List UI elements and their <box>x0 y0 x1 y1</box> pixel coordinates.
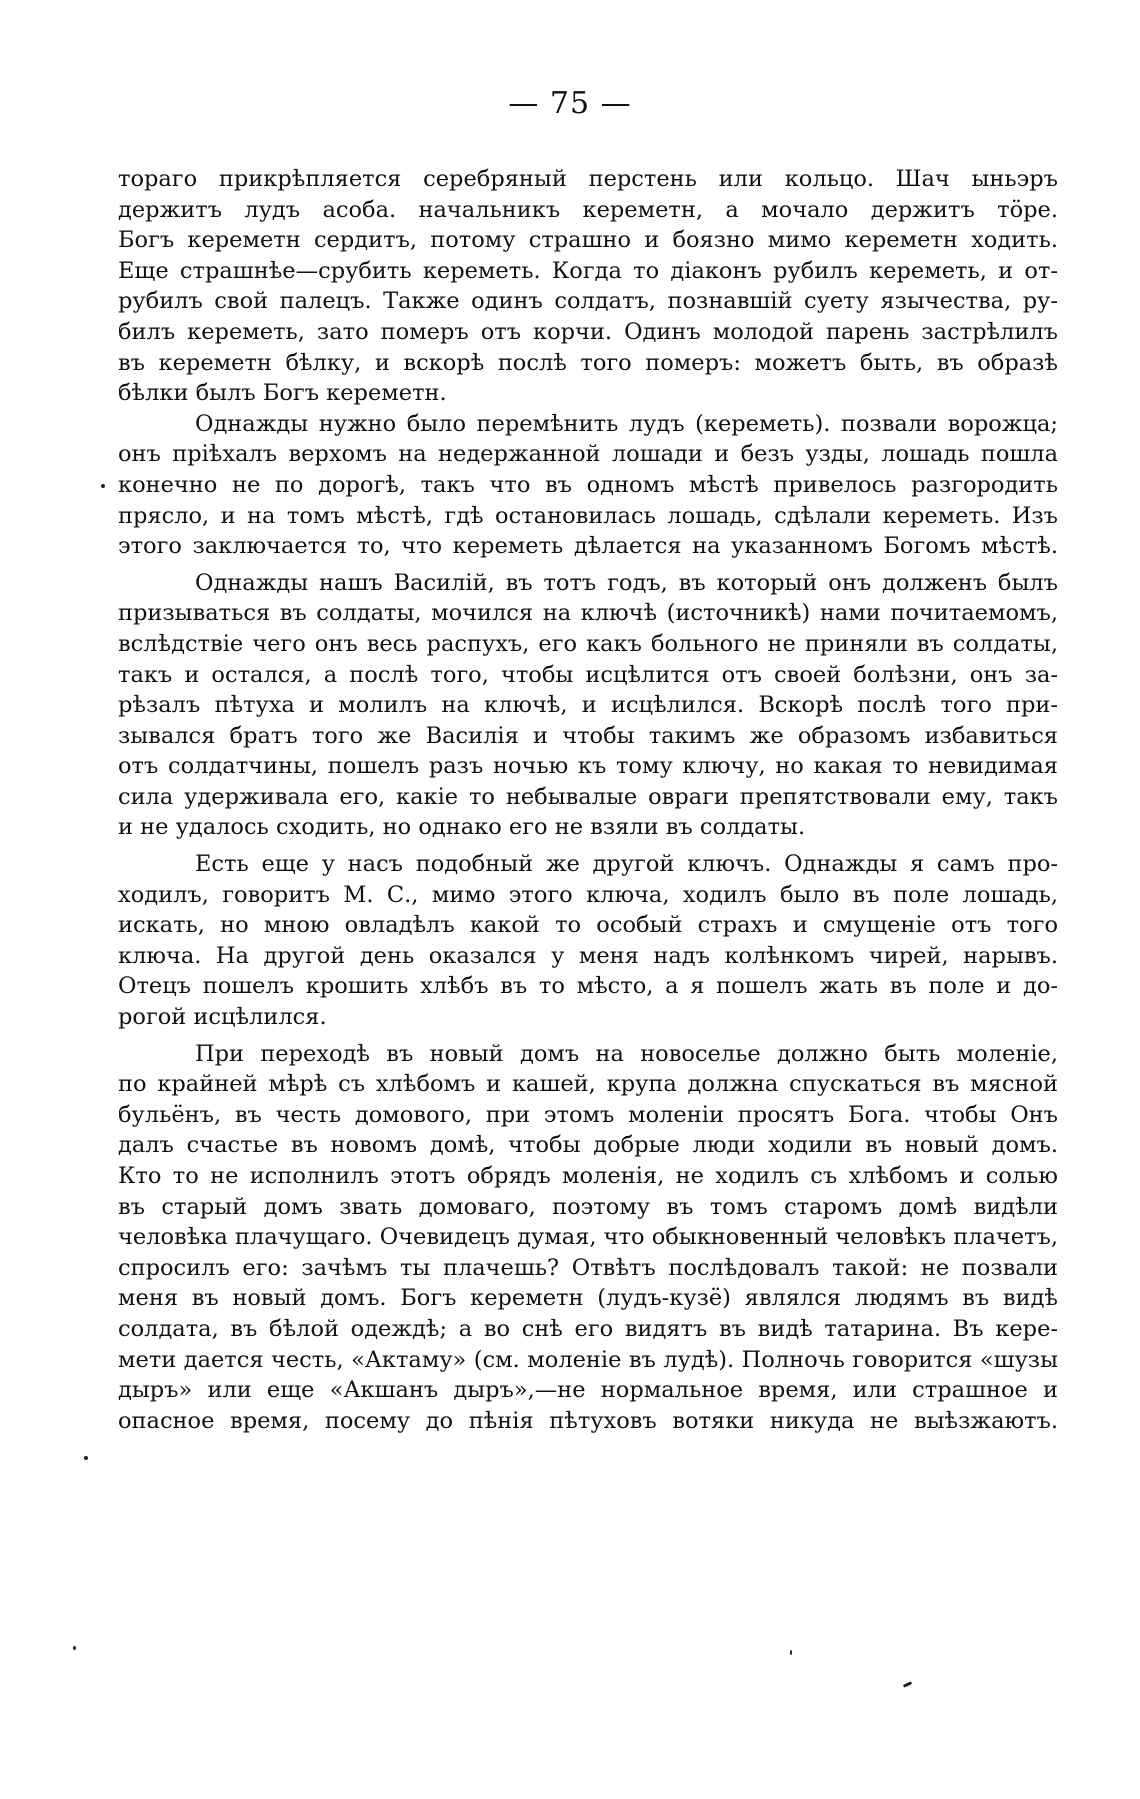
text-line: отъ солдатчины, пошелъ разъ ночью къ тому ключу, но какая то невидимая <box>118 753 1058 780</box>
paragraph <box>118 409 1058 562</box>
text-line: искать, но мною овладѣлъ какой то особый страхъ и смущеніе отъ того <box>118 912 1058 939</box>
text-line: При переходѣ въ новый домъ на новоселье должно быть моленіе, <box>195 1040 1058 1067</box>
text-line: дыръ» или еще «Акшанъ дыръ»,—не нормальное время, или страшное и <box>118 1377 1058 1404</box>
text-line: прясло, и на томъ мѣстѣ, гдѣ остановилась лошадь, сдѣлали кереметь. Изъ <box>118 502 1058 529</box>
text-line: Отецъ пошелъ крошить хлѣбъ въ то мѣсто, а я пошелъ жать въ поле и до- <box>118 973 1058 1000</box>
ink-speck <box>84 1456 88 1460</box>
text-line: въ кереметн бѣлку, и вскорѣ послѣ того померъ: можетъ быть, въ образѣ <box>118 349 1058 376</box>
text-line: далъ счастье въ новомъ домѣ, чтобы добрые люди ходили въ новый домъ. <box>118 1132 1058 1159</box>
text-line: билъ кереметь, зато померъ отъ корчи. Одинъ молодой парень застрѣлилъ <box>118 318 1058 345</box>
text-line: держитъ лудъ асоба. начальникъ кереметн, а мочало держитъ тӧре. <box>118 196 1058 223</box>
text-line: опасное время, посему до пѣнія пѣтуховъ вотяки никуда не выѣзжаютъ. <box>118 1407 1058 1434</box>
text-line: мети дается честь, «Актаму» (см. моленіе въ лудѣ). Полночь говорится «шузы <box>118 1346 1058 1373</box>
text-line: и не удалось сходить, но однако его не взяли въ солдаты. <box>118 814 806 841</box>
text-line: рубилъ свой палецъ. Также одинъ солдатъ, познавшій суету язычества, ру- <box>118 288 1058 315</box>
text-line: Есть еще у насъ подобный же другой ключъ. Однажды я самъ про- <box>195 851 1058 878</box>
paragraph <box>118 1039 1058 1437</box>
text-line: Еще страшнѣе—срубить кереметь. Когда то діаконъ рубилъ кереметь, и от- <box>118 257 1058 284</box>
text-line: Богъ кереметн сердитъ, потому страшно и боязно мимо кереметн ходить. <box>118 227 1058 254</box>
text-line: по крайней мѣрѣ съ хлѣбомъ и кашей, крупа должна спускаться въ мясной <box>118 1071 1058 1098</box>
paragraph <box>118 849 1058 1033</box>
text-line: ходилъ, говоритъ М. С., мимо этого ключа, ходилъ было въ поле лошадь, <box>118 881 1058 908</box>
text-line: бульёнъ, въ честь домового, при этомъ моленіи просятъ Бога. чтобы Онъ <box>118 1101 1058 1128</box>
text-line: Однажды нужно было перемѣнить лудъ (кереметь). позвали ворожца; <box>195 410 1058 437</box>
text-line: ключа. На другой день оказался у меня надъ колѣнкомъ чирей, нарывъ. <box>118 942 1058 969</box>
text-line: тораго прикрѣпляется серебряный перстень или кольцо. Шач ыньэръ <box>118 166 1058 192</box>
paragraph <box>118 568 1058 843</box>
text-line: онъ пріѣхалъ верхомъ на недержанной лошади и безъ узды, лошадь пошла <box>118 441 1058 468</box>
text-line: сила удерживала его, какіе то небывалые овраги препятствовали ему, такъ <box>118 783 1058 810</box>
text-line: призываться въ солдаты, мочился на ключѣ (источникѣ) нами почитаемомъ, <box>118 600 1058 627</box>
page-number: — 75 — <box>508 86 632 121</box>
ink-speck <box>101 484 105 488</box>
text-line: зывался братъ того же Василія и чтобы такимъ же образомъ избавиться <box>118 722 1058 749</box>
text-line: конечно не по дорогѣ, такъ что въ одномъ мѣстѣ привелось разгородить <box>118 471 1058 498</box>
text-line: вслѣдствіе чего онъ весь распухъ, его какъ больного не приняли въ солдаты, <box>118 630 1058 657</box>
ink-speck <box>903 1681 912 1688</box>
body-text <box>118 164 1058 1436</box>
text-line: въ старый домъ звать домоваго, поэтому въ томъ старомъ домѣ видѣли <box>118 1193 1058 1220</box>
text-line: рогой исцѣлился. <box>118 1004 327 1031</box>
ink-speck <box>73 1646 76 1650</box>
ink-speck <box>790 1650 792 1655</box>
text-line: бѣлки былъ Богъ кереметн. <box>118 380 447 407</box>
text-line: такъ и остался, а послѣ того, чтобы исцѣлится отъ своей болѣзни, онъ за- <box>118 661 1058 688</box>
text-line: спросилъ его: зачѣмъ ты плачешь? Отвѣтъ послѣдовалъ такой: не позвали <box>118 1254 1058 1281</box>
text-line: Кто то не исполнилъ этотъ обрядъ моленія, не ходилъ съ хлѣбомъ и солью <box>118 1163 1058 1189</box>
paragraph <box>118 164 1058 409</box>
text-line: рѣзалъ пѣтуха и молилъ на ключѣ, и исцѣлился. Вскорѣ послѣ того при- <box>118 692 1058 719</box>
text-line: Однажды нашъ Василій, въ тотъ годъ, въ который онъ долженъ былъ <box>195 569 1058 596</box>
text-line: этого заключается то, что кереметь дѣлается на указанномъ Богомъ мѣстѣ. <box>118 533 1058 560</box>
text-line: солдата, въ бѣлой одеждѣ; а во снѣ его видятъ въ видѣ татарина. Въ кере- <box>118 1315 1058 1342</box>
text-line: человѣка плачущаго. Очевидецъ думая, что обыкновенный человѣкъ плачетъ, <box>118 1224 1058 1251</box>
text-line: меня въ новый домъ. Богъ кереметн (лудъ-кузё) являлся людямъ въ видѣ <box>118 1285 1058 1312</box>
